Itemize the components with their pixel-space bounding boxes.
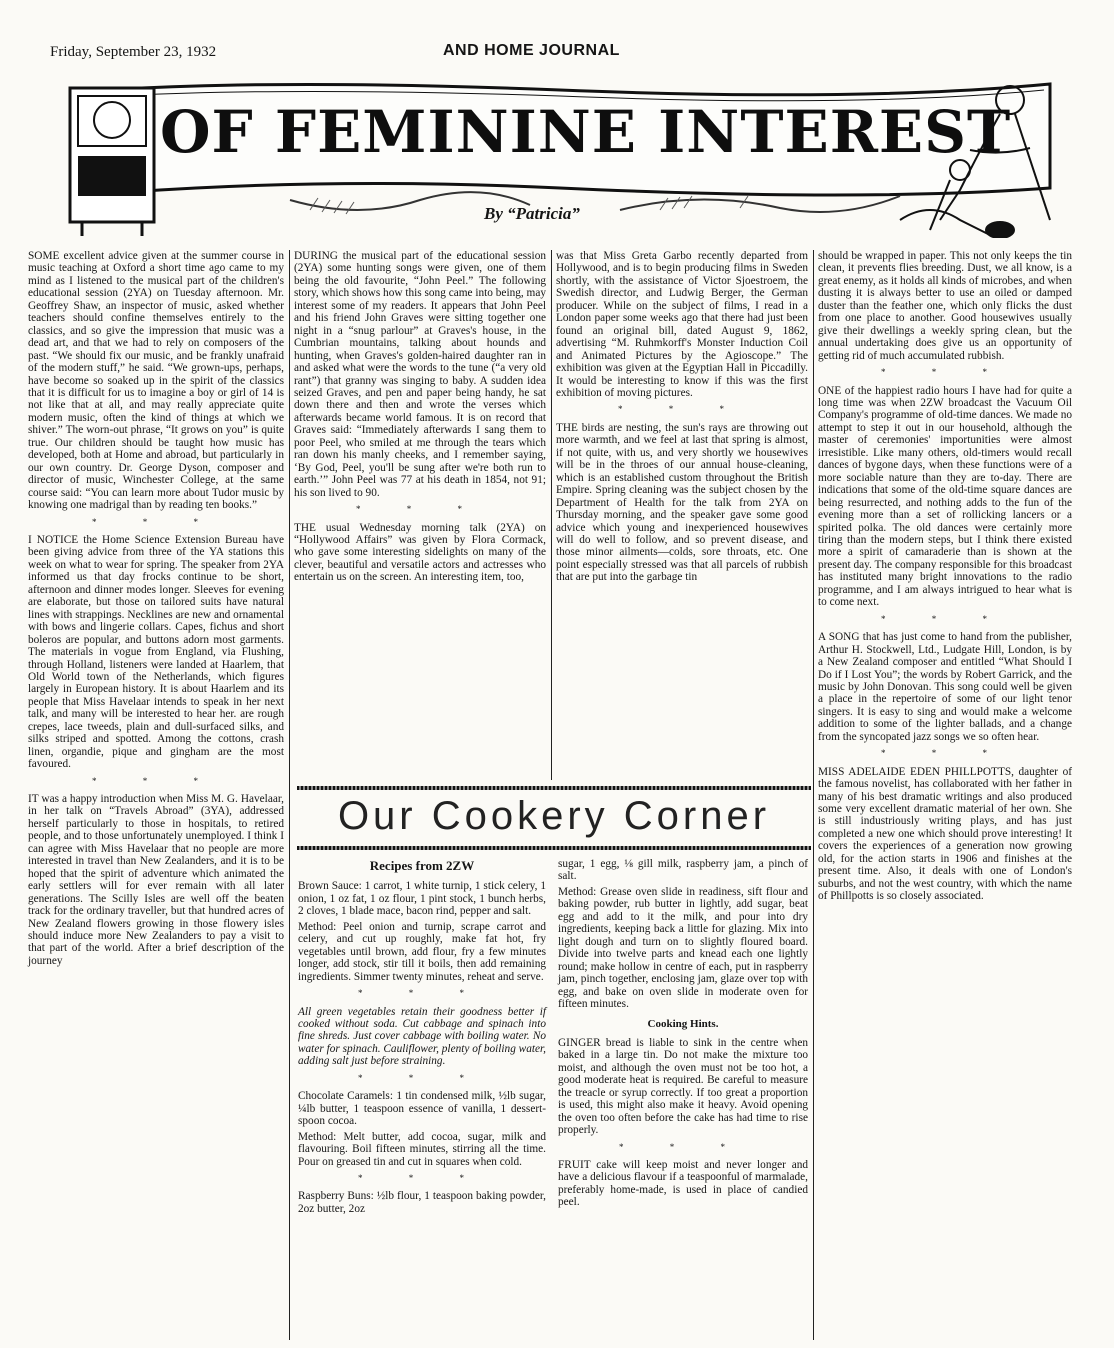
separator: * * * <box>358 1072 486 1083</box>
section-banner <box>60 70 1070 238</box>
recipe-raspberry-buns-cont: sugar, 1 egg, ⅛ gill milk, raspberry jam, a pinch of salt. <box>558 858 808 883</box>
separator: * * * <box>92 775 220 786</box>
recipe-chocolate-caramels-method: Method: Melt butter, add cocoa, sugar, milk and flavouring. Boil fifteen minutes, stirring all the time. Pour on greased tin and cut in squares when cold. <box>298 1130 546 1168</box>
byline: By “Patricia” <box>484 204 580 223</box>
column-rule <box>813 250 814 1340</box>
article-new-song: A SONG that has just come to hand from the publisher, Arthur H. Stockwell, Ltd., Ludgate Hill, London, is by a New Zealand composer and entitled “What Should I Do if I Lost You”; the words by Robert Garrick, and the music by John Donovan. This song could well be given a place in the repertoire of some of our light tenor singers. It is easy to sing and would make a welcome addition to some of the lighter ballads, and a change from the syncopated jazz songs we so often hear. <box>818 631 1072 743</box>
article-spring-fashions: I NOTICE the Home Science Extension Bureau have been giving advice from three of the YA stations this week on what to wear for spring. The speaker from 2YA informed us that day frocks continue to be short, afternoon and dinner modes longer. Sleeves for evening are elaborate, but those on tailored suits have natural lines with strappings. Necklines are new and ornamental with bows and lingerie collars. Capes, fichus and short boleros are popular, and buttons adorn most garments. The materials in vogue from England, via Flushing, through Holland, listeners were landed at Haarlem, that Old World town of the Netherlands, which figures largely in European history. It is about Haarlem and its people that Miss Havelaar intends to speak in her next talk, and many will be interested to hear her. are rough crepes, lace tweeds, plain and dull-surfaced silks, and silks striped and spotted. Among the cottons, crash linen, organdie, pique and gingham are the most favoured. <box>28 533 284 771</box>
article-garbo-films: was that Miss Greta Garbo recently departed from Hollywood, and is to begin producing films in Sweden shortly, with the assistance of Victor Sjoestroem, the Swedish director, and Ludwig Berger, the German producer. While on the subject of films, I read in a London paper some weeks ago that there had just been found an original bill, dated August 9, 1862, advertising “M. Ruhmkorff's Monster Induction Coil and Animated Pictures by the Agioscope.” The exhibition was given at the Egyptian Hall in Piccadilly. It would be interesting to know if this was the first exhibition of moving pictures. <box>556 250 808 399</box>
page-header <box>50 44 1050 66</box>
recipes-heading: Recipes from 2ZW <box>369 858 475 873</box>
hint-gingerbread: GINGER bread is liable to sink in the centre when baked in a large tin. Do not make the mixture too moist, and although the oven must not be too hot, a good moderate heat is required. Be careful to measure the treacle or syrup correctly. If too great a proportion is used, this might also make it heavy. Avoid opening the oven too often before the cake has had time to rise properly. <box>558 1036 808 1137</box>
section-title: OF FEMININE INTEREST <box>160 98 1012 166</box>
article-old-time-dances: ONE of the happiest radio hours I have had for quite a long time was when 2ZW broadcast the Vacuum Oil Company's programme of old-time dances. We made no attempt to step it out in our household, although the master of ceremonies' importunities were almost irresistible. Like many others, old-timers would recall dances of bygone days, when these functions were of a more sociable nature than they are to-day. There are indications that some of the old-time square dances are being resurrected, and nothing adds to the fun of the evening more than a set of rollicking lancers or a spirited polka. The old dances were certainly more tiring than the modern steps, but I think there existed more a spirit of camaraderie than is shown at the present day. The company responsible for this broadcast has instituted many bright innovations to the radio programme, and I am always intrigued to hear what is to come next. <box>818 384 1072 609</box>
issue-date: Friday, September 23, 1932 <box>50 44 217 60</box>
recipe-brown-sauce-method: Method: Peel onion and turnip, scrape carrot and celery, and cut up roughly, make fat hot, fry vegetables until brown, add flour, fry a few minutes longer, add stock, stir till it boils, then add remaining ingredients. Simmer twenty minutes, reheat and serve. <box>298 920 546 983</box>
cookery-column-right <box>558 858 808 1212</box>
article-john-peel: DURING the musical part of the educational session (2YA) some hunting songs were given, one of them being the old favourite, “John Peel.” The following story, which shows how this song came into being, may interest some of my readers. It appears that John Peel and his friend John Graves were sitting together one night in a “snug parlour” at Graves's house, in the Cumbrian mountains, talking about hounds and hunting, when Graves's golden-haired daughter ran in and asked what were the words to the tune (“a very old rant”) that granny was singing to baby. A sudden idea seized Graves, and pen and paper being handy, he sat down there and then and wrote the verses which afterwards became world famous. It is on record that Graves said: “Immediately afterwards I sang them to poor Peel, who smiled at me through the tears which ran down his manly cheeks, and I remember saying, ‘By God, Peel, you'll be sung after we're both run to earth.’” John Peel was 77 at his death in 1854, not 91; his son lived to 90. <box>294 250 546 499</box>
separator: * * * <box>356 504 484 515</box>
radio-cabinet-icon <box>70 88 154 236</box>
recipe-chocolate-caramels: Chocolate Caramels: 1 tin condensed milk, ½lb sugar, ¼lb butter, 1 teaspoon essence of vanilla, 1 dessert-spoon cocoa. <box>298 1090 546 1128</box>
separator: * * * <box>358 988 486 999</box>
header-rule-top <box>297 786 811 790</box>
article-travels-abroad: IT was a happy introduction when Miss M. G. Havelaar, in her talk on “Travels Abroad” (3YA), addressed herself particularly to those in hospitals, to retired people, and to those unfortunately unemployed. I think I can agree with Miss Havelaar that no people are more interested in travel than New Zealanders, and it is to be hoped that the spirit of adventure which animated the early settlers will for ever remain with all later generations. The Scilly Isles are well off the beaten track for the ordinary traveller, but that hundred acres of New Zealand flowers growing in those flowery isles should induce more New Zealanders to pay a visit to that part of the world. After a brief description of the journey <box>28 793 284 967</box>
column-4 <box>818 250 1072 906</box>
recipe-raspberry-buns-method: Method: Grease oven slide in readiness, sift flour and baking powder, rub butter in lightly, add sugar, beat egg and add to it the milk, and pour into dry ingredients, keeping back a little for glazing. Mix into light dough and turn on to slightly floured board. Divide into twelve parts and knead each one lightly round; make hollow in centre of each, put in raspberry jam, pinch together, enclosing jam, glaze over top with egg, and bake on oven slide in moderate oven for fifteen minutes. <box>558 885 808 1010</box>
hint-fruit-cake: FRUIT cake will keep moist and never longer and have a delicious flavour if a teaspoonful of marmalade, preferably home-made, is used in place of candied peel. <box>558 1158 808 1209</box>
column-1 <box>28 250 284 970</box>
separator: * * * <box>619 1141 747 1152</box>
cooking-hints-heading: Cooking Hints. <box>647 1018 719 1031</box>
cookery-column-left <box>298 858 546 1218</box>
column-3 <box>556 250 808 587</box>
green-vegetables-note: All green vegetables retain their goodness better if cooked without soda. Cut cabbage and spinach into fine shreds. Just cover cabbage with boiling water. No water for spinach. Cauliflower, plenty of boiling water, adding salt just before straining. <box>298 1005 546 1068</box>
article-music-teaching: SOME excellent advice given at the summer course in music teaching at Oxford a short time ago came to my mind as I listened to the musical part of the children's educational session (2YA) on Tuesday afternoon. Mr. Geoffrey Shaw, an inspector of music, asked whether teachers should confine themselves entirely to the classics, and so give the impression that music was a dead art, and that we had to rely on composers of the past. “We should fix our music, and be frankly unafraid of the modern stuff,” he said. “We grown-ups, perhaps, have become so soaked up in the spirit of the classics that it is difficult for us to imagine a boy or girl of 14 is not like that at all, and may really appreciate quite modern music, often the kind of things at which we shiver.” The worn-out phrase, “It grows on you” is quite true. Our children should be taught how music has developed, both at Home and abroad, but particularly in our own country. Dr. George Dyson, composer and director of music, Winchester College, at the same course said: “You can learn more about Tudor music by knowing one madrigal than by reading ten books.” <box>28 250 284 512</box>
separator: * * * <box>358 1172 486 1183</box>
column-rule <box>551 250 552 780</box>
cookery-title: Our Cookery Corner <box>337 794 771 838</box>
separator: * * * <box>881 613 1009 624</box>
column-rule <box>289 250 290 1340</box>
column-2 <box>294 250 546 587</box>
separator: * * * <box>881 748 1009 759</box>
article-dusting: should be wrapped in paper. This not only keeps the tin clean, it prevents flies breeding. Dust, we all know, is a great enemy, as it holds all kinds of microbes, and when dusting it is always better to use an oiled or damped duster than the feather one, which only flicks the dust from one place to another. Good housewives usually give their dwellings a weekly spring clean, but the annual undertaking does give us an opportunity of getting rid of much accumulated rubbish. <box>818 250 1072 362</box>
separator: * * * <box>92 516 220 527</box>
journal-name: AND HOME JOURNAL <box>443 42 620 59</box>
cookery-corner-header <box>297 786 811 852</box>
article-spring-cleaning: THE birds are nesting, the sun's rays are throwing out more warmth, and we feel at last that spring is almost, if not quite, with us, and very shortly we housewives will be in the throes of our annual house-cleaning, which is an established custom throughout the British Empire. Spring cleaning was the subject chosen by the Department of Health for the talk from 2YA on Thursday morning, and the speaker gave some good advice which young and inexperienced housewives will do well to follow, and so prevent disease, and those minor ailments—colds, sore throats, etc. One point especially stressed was that all parcels of rubbish that are put into the garbage tin <box>556 421 808 584</box>
article-hollywood-affairs: THE usual Wednesday morning talk (2YA) on “Hollywood Affairs” was given by Flora Cormack, who gave some interesting sidelights on many of the clever, beautiful and versatile actors and actresses who entertain us on the screen. An interesting item, too, <box>294 521 546 584</box>
separator: * * * <box>881 367 1009 378</box>
recipe-raspberry-buns: Raspberry Buns: ½lb flour, 1 teaspoon baking powder, 2oz butter, 2oz <box>298 1190 546 1215</box>
separator: * * * <box>618 404 746 415</box>
header-rule-bottom <box>297 846 811 850</box>
recipe-brown-sauce: Brown Sauce: 1 carrot, 1 white turnip, 1 stick celery, 1 onion, 1 oz fat, 1 oz flour, 1 pint stock, 1 bunch herbs, 2 cloves, 1 blade mace, bacon rind, pepper and salt. <box>298 880 546 918</box>
article-phillpotts: MISS ADELAIDE EDEN PHILLPOTTS, daughter of the famous novelist, has collaborated with her father in many of his best dramatic writings and also produced some very excellent dramatic material of her own. She is still industriously writing plays, and has just completed a new one which should prove interesting! It covers the experiences of a generation now growing old, for the action starts in 1906 and finishes at the present time. Also, it deals with one of London's suburbs, and not the west country, with which the name of Phillpotts is so closely associated. <box>818 765 1072 903</box>
